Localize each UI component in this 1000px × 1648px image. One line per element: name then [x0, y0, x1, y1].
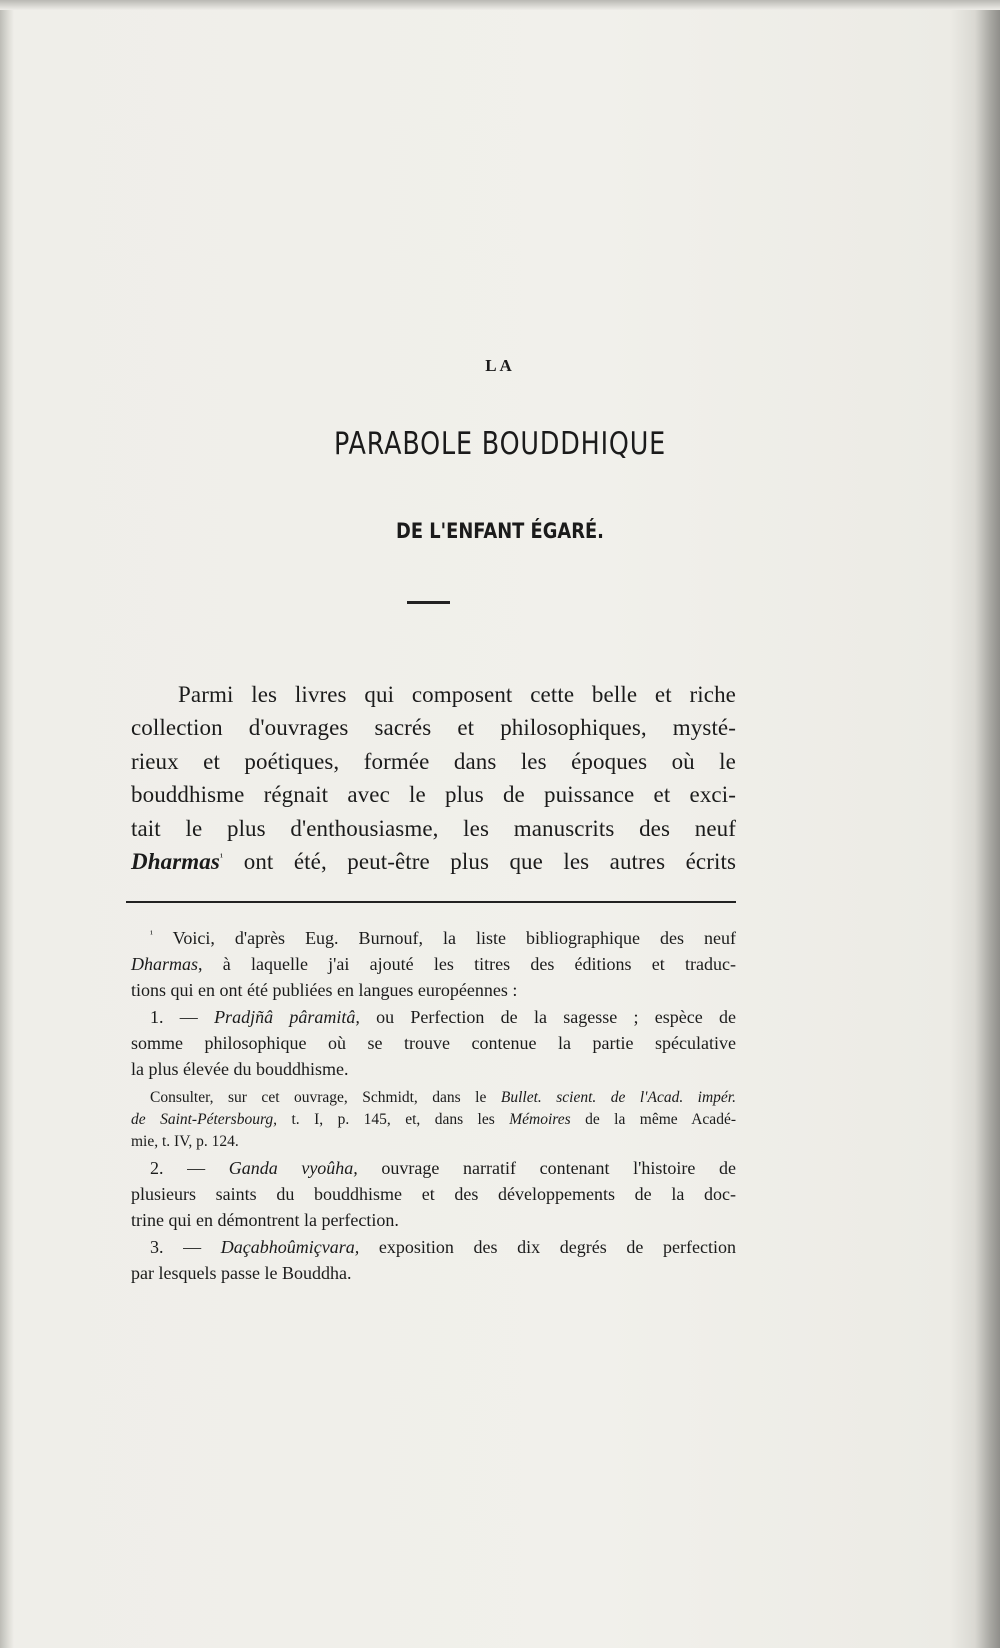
- body-line: collection d'ouvrages sacrés et philosophiques, mysté-: [131, 715, 736, 740]
- footnote-line: par lesquels passe le Bouddha.: [131, 1263, 352, 1283]
- body-line: Parmi les livres qui composent cette belle et riche: [178, 682, 736, 707]
- page-subtitle: DE L'ENFANT ÉGARÉ.: [396, 519, 604, 543]
- consult-italic: de Saint-Pétersbourg,: [131, 1111, 278, 1128]
- footnote-line: [150, 928, 736, 949]
- body-line: bouddhisme régnait avec le plus de puissance et exci-: [131, 782, 736, 807]
- footnote-item-2: [150, 1158, 736, 1179]
- footnote-divider: [126, 901, 736, 903]
- consult-italic: Bullet. scient. de l'Acad. impér.: [500, 1089, 736, 1106]
- footnote-text: Voici, d'après Eug. Burnouf, la liste bibliographique des neuf: [153, 928, 736, 948]
- footnote-line: [131, 954, 736, 975]
- item-text: ou Perfection de la sagesse ; espèce de: [359, 1007, 736, 1027]
- body-line-rest: ont été, peut-être plus que les autres écrits: [223, 849, 736, 874]
- body-line: [131, 849, 736, 875]
- consult-line: mie, t. IV, p. 124.: [131, 1133, 239, 1150]
- footnote-text: , à laquelle j'ai ajouté les titres des éditions et traduc-: [198, 954, 736, 974]
- consult-text: t. I, p. 145, et, dans les: [277, 1111, 510, 1128]
- footnote-ref: ¹: [219, 851, 224, 864]
- item-text: ouvrage narratif contenant l'histoire de: [357, 1158, 736, 1178]
- footnote-mark: ¹: [150, 929, 153, 940]
- consult-italic: Mémoires: [509, 1111, 571, 1128]
- consult-line: [131, 1111, 736, 1129]
- page-title: PARABOLE BOUDDHIQUE: [333, 426, 667, 462]
- consult-line: [150, 1089, 736, 1107]
- footnote-line: somme philosophique où se trouve contenue la partie spéculative: [131, 1033, 736, 1053]
- body-line: rieux et poétiques, formée dans les époques où le: [131, 749, 736, 774]
- item-title: Pradjñâ pâramitâ,: [214, 1007, 360, 1027]
- item-text: exposition des dix degrés de perfection: [359, 1237, 737, 1257]
- term-dharmas: Dharmas: [131, 849, 220, 874]
- footnote-line: plusieurs saints du bouddhisme et des développements de la doc-: [131, 1184, 736, 1204]
- footnote-item-3: [150, 1237, 736, 1258]
- pre-title: LA: [485, 356, 515, 375]
- item-number: 2. —: [150, 1158, 229, 1178]
- title-divider: [407, 601, 450, 604]
- footnote-item-1: [150, 1007, 736, 1028]
- footnote-line: la plus élevée du bouddhisme.: [131, 1059, 349, 1079]
- consult-text: de la même Acadé-: [570, 1111, 736, 1128]
- footnote-line: trine qui en démontrent la perfection.: [131, 1210, 399, 1230]
- item-title: Daçabhoûmiçvara,: [220, 1237, 360, 1257]
- body-line: tait le plus d'enthousiasme, les manuscrits des neuf: [131, 816, 736, 841]
- consult-text: Consulter, sur cet ouvrage, Schmidt, dans le: [150, 1089, 501, 1106]
- footnote-italic: Dharmas: [131, 954, 199, 974]
- item-number: 3. —: [150, 1237, 221, 1257]
- page-top-edge: [0, 0, 1000, 10]
- item-number: 1. —: [150, 1007, 215, 1027]
- footnote-line: tions qui en ont été publiées en langues européennes :: [131, 980, 518, 1000]
- item-title: Ganda vyoûha,: [228, 1158, 358, 1178]
